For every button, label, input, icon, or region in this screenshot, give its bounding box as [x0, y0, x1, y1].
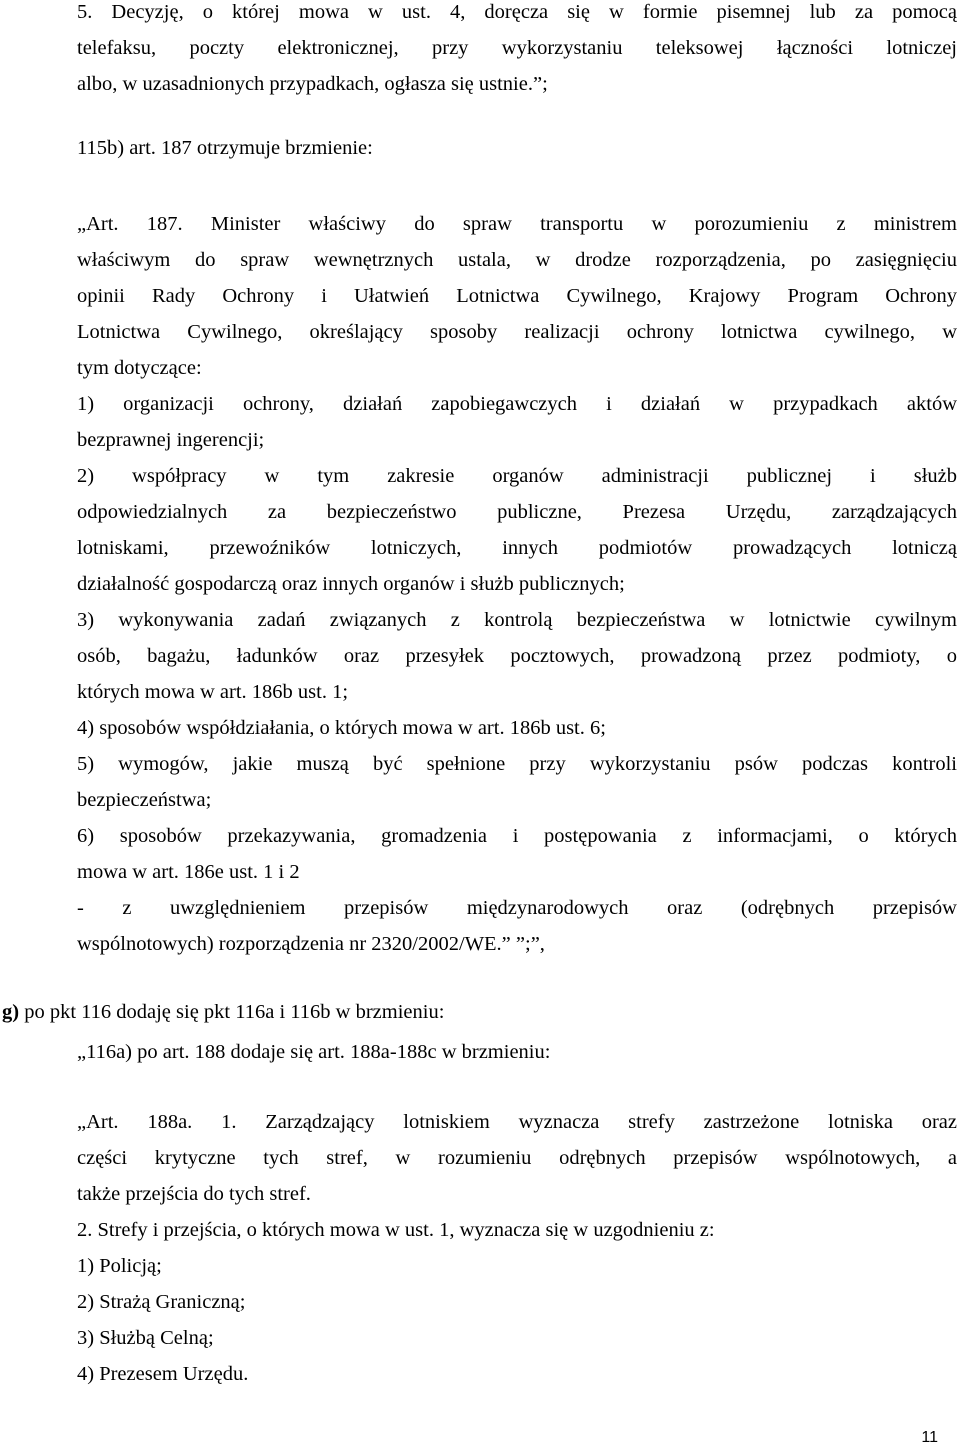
text-line: „Art. 187. Minister właściwy do spraw transportu w porozumieniu z ministrem [77, 213, 957, 235]
text-line: 2. Strefy i przejścia, o których mowa w ust. 1, wyznacza się w uzgodnieniu z: [77, 1219, 715, 1241]
text-line: 1) Policją; [77, 1255, 162, 1277]
text-line: bezpieczeństwa; [77, 789, 212, 811]
text-line: „116a) po art. 188 dodaje się art. 188a-188c w brzmieniu: [77, 1041, 551, 1063]
text-line: 4) sposobów współdziałania, o których mowa w art. 186b ust. 6; [77, 717, 606, 739]
text-line: 3) Służbą Celną; [77, 1327, 214, 1349]
text-line: części krytyczne tych stref, w rozumieniu odrębnych przepisów wspólnotowych, a [77, 1147, 957, 1169]
text-line: „Art. 188a. 1. Zarządzający lotniskiem wyznacza strefy zastrzeżone lotniska oraz [77, 1111, 957, 1133]
point-115b [77, 130, 957, 166]
text-line: działalność gospodarczą oraz innych organów i służb publicznych; [77, 573, 625, 595]
text-line: telefaksu, poczty elektronicznej, przy wykorzystaniu teleksowej łączności lotniczej [77, 37, 957, 59]
text-line: 4) Prezesem Urzędu. [77, 1363, 249, 1385]
text-line: 2) współpracy w tym zakresie organów administracji publicznej i służb [77, 465, 957, 487]
text-line: albo, w uzasadnionych przypadkach, ogłasza się ustnie.”; [77, 73, 548, 95]
point-116a [77, 1034, 957, 1070]
text-line: 3) wykonywania zadań związanych z kontrolą bezpieczeństwa w lotnictwie cywilnym [77, 609, 957, 631]
article-187 [77, 206, 957, 962]
text-line: 115b) art. 187 otrzymuje brzmienie: [77, 137, 373, 159]
text-line: osób, bagażu, ładunków oraz przesyłek pocztowych, prowadzoną przez podmioty, o [77, 645, 957, 667]
text-line: których mowa w art. 186b ust. 1; [77, 681, 349, 703]
text-line: tym dotyczące: [77, 357, 202, 379]
text-line: 1) organizacji ochrony, działań zapobiegawczych i działań w przypadkach aktów [77, 393, 957, 415]
text-line: opinii Rady Ochrony i Ułatwień Lotnictwa Cywilnego, Krajowy Program Ochrony [77, 285, 957, 307]
text-line: wspólnotowych) rozporządzenia nr 2320/2002/WE.” ”;”, [77, 933, 545, 955]
text-line: odpowiedzialnych za bezpieczeństwo publiczne, Prezesa Urzędu, zarządzających [77, 501, 957, 523]
text-line: 5) wymogów, jakie muszą być spełnione przy wykorzystaniu psów podczas kontroli [77, 753, 957, 775]
text-line: Lotnictwa Cywilnego, określający sposoby realizacji ochrony lotnictwa cywilnego, w [77, 321, 957, 343]
text-line: lotniskami, przewoźników lotniczych, innych podmiotów prowadzących lotniczą [77, 537, 957, 559]
text-line: 6) sposobów przekazywania, gromadzenia i postępowania z informacjami, o których [77, 825, 957, 847]
point-g [2, 994, 444, 1030]
page-number: 11 [921, 1429, 938, 1446]
intro-paragraph [77, 0, 957, 102]
text-line: - z uwzględnieniem przepisów międzynarodowych oraz (odrębnych przepisów [77, 897, 957, 919]
text-line: także przejścia do tych stref. [77, 1183, 311, 1205]
point-g-text: po pkt 116 dodaję się pkt 116a i 116b w brzmieniu: [19, 1001, 445, 1023]
text-line: 5. Decyzję, o której mowa w ust. 4, doręcza się w formie pisemnej lub za pomocą [77, 1, 957, 23]
text-line: bezprawnej ingerencji; [77, 429, 265, 451]
text-line: mowa w art. 186e ust. 1 i 2 [77, 861, 300, 883]
article-188a [77, 1104, 957, 1392]
text-line: 2) Strażą Graniczną; [77, 1291, 246, 1313]
text-line: właściwym do spraw wewnętrznych ustala, w drodze rozporządzenia, po zasięgnięciu [77, 249, 957, 271]
point-g-label: g) [2, 1001, 20, 1023]
